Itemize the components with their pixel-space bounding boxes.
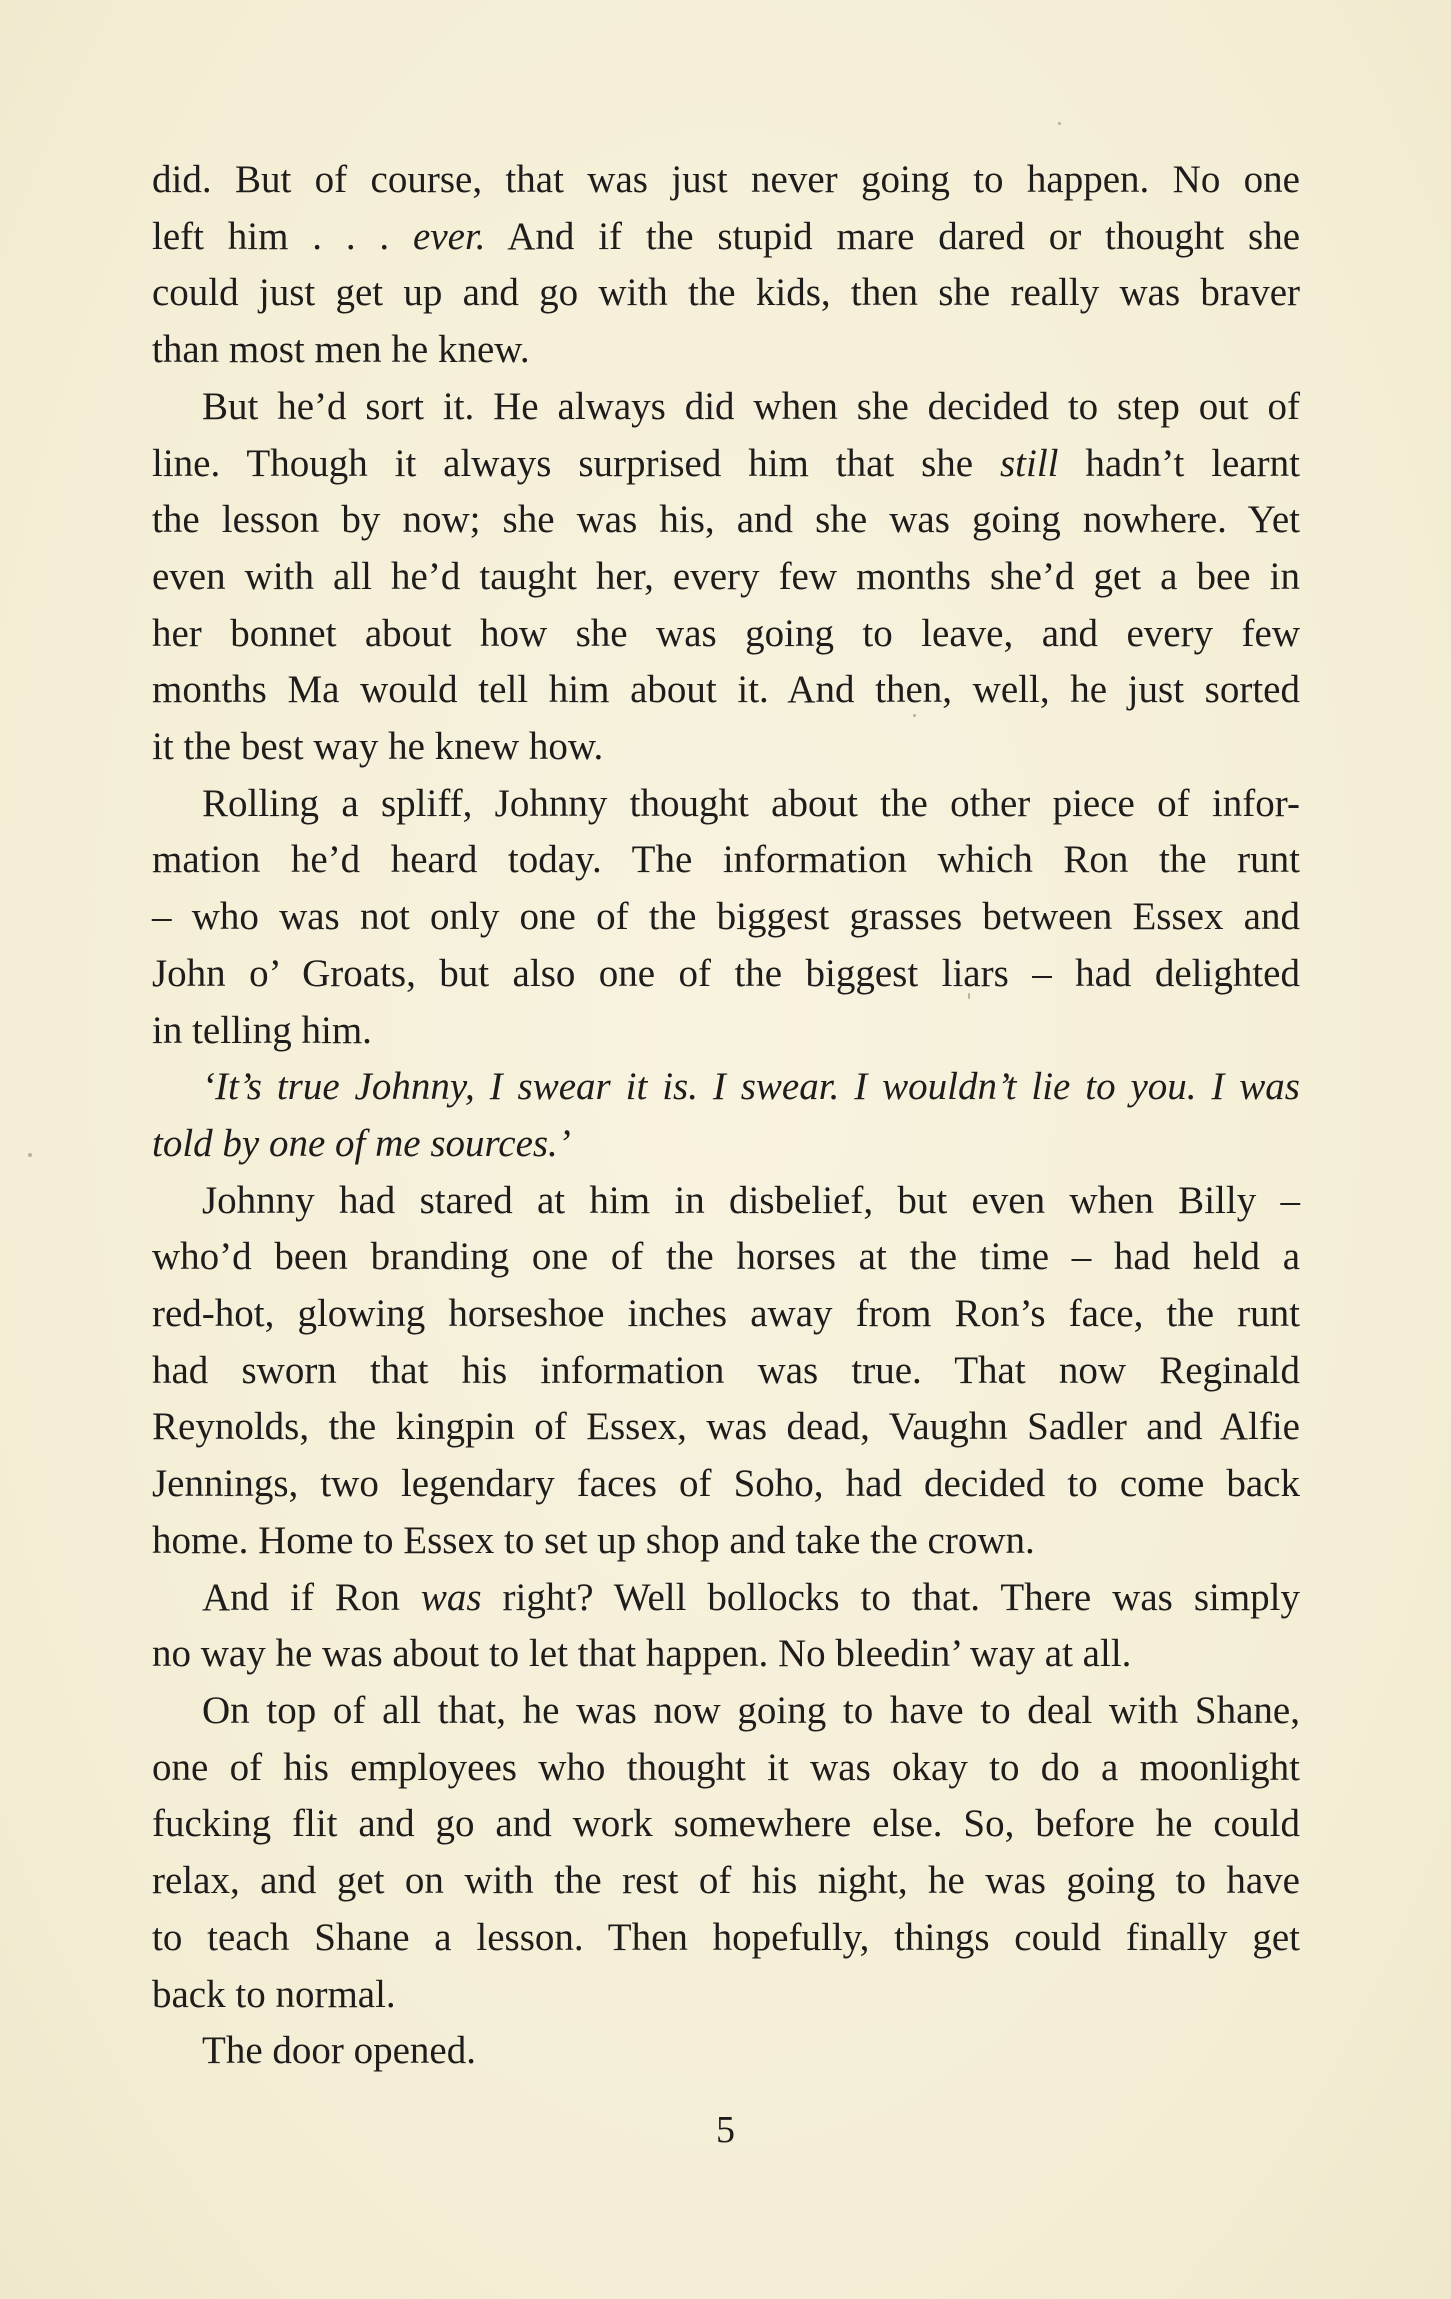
text-line <box>152 1853 1300 1910</box>
text-run: back to normal. <box>152 1972 396 2016</box>
text-run: On top of all that, he was now going to have to deal with Shane, <box>202 1688 1300 1732</box>
text-line <box>152 1343 1300 1400</box>
page-number: 5 <box>716 2109 735 2151</box>
paragraph <box>152 152 1300 379</box>
text-line <box>152 946 1300 1003</box>
text-line <box>152 1003 1300 1060</box>
text-run: line. Though it always surprised him that she <box>152 441 1000 485</box>
body-text <box>152 152 1300 2080</box>
text-run: relax, and get on with the rest of his night, he was going to have <box>152 1859 1300 1903</box>
text-run: mation he’d heard today. The information which Ron the runt <box>152 838 1300 882</box>
text-run: The door opened. <box>202 2029 476 2073</box>
text-line <box>152 2023 1300 2080</box>
text-line <box>152 1116 1300 1173</box>
text-run: Reynolds, the kingpin of Essex, was dead, Vaughn Sadler and Alfie <box>152 1405 1300 1449</box>
text-line <box>152 889 1300 946</box>
text-run: And if Ron <box>202 1575 421 1619</box>
italic-text: ever. <box>413 214 486 258</box>
text-line <box>152 1456 1300 1513</box>
text-line <box>152 832 1300 889</box>
text-run: home. Home to Essex to set up shop and take the crown. <box>152 1518 1035 1562</box>
text-line <box>152 152 1300 209</box>
text-line <box>152 1570 1300 1627</box>
text-line <box>152 606 1300 663</box>
text-line <box>152 662 1300 719</box>
text-run: hadn’t learnt <box>1058 441 1300 485</box>
text-line <box>152 1910 1300 1967</box>
text-line <box>152 549 1300 606</box>
paper-speck <box>28 1153 32 1157</box>
text-line <box>152 1229 1300 1286</box>
italic-text: ‘It’s true Johnny, I swear it is. I swear. I wouldn’t lie to you. I was <box>202 1065 1300 1109</box>
paragraph <box>152 1173 1300 1570</box>
text-line <box>152 436 1300 493</box>
text-line <box>152 1059 1300 1116</box>
text-run: left him . . . <box>152 214 414 258</box>
paragraph <box>152 1570 1300 1683</box>
text-line <box>152 1796 1300 1853</box>
text-run: who’d been branding one of the horses at the time – had held a <box>152 1235 1300 1279</box>
text-run: the lesson by now; she was his, and she was going nowhere. Yet <box>152 498 1300 542</box>
text-run: to teach Shane a lesson. Then hopefully, things could finally get <box>152 1915 1300 1959</box>
text-run: But he’d sort it. He always did when she decided to step out of <box>202 384 1300 428</box>
text-line <box>152 1173 1300 1230</box>
text-line <box>152 379 1300 436</box>
text-run: fucking flit and go and work somewhere else. So, before he could <box>152 1802 1300 1846</box>
paragraph <box>152 379 1300 776</box>
text-line <box>152 1740 1300 1797</box>
text-run: months Ma would tell him about it. And then, well, he just sorted <box>152 668 1300 712</box>
text-line <box>152 776 1300 833</box>
text-line <box>152 1626 1300 1683</box>
text-line <box>152 1286 1300 1343</box>
text-run: – who was not only one of the biggest grasses between Essex and <box>152 895 1300 939</box>
text-run: did. But of course, that was just never going to happen. No one <box>152 158 1300 201</box>
paragraph <box>152 2023 1300 2080</box>
text-line <box>152 719 1300 776</box>
text-run: in telling him. <box>152 1008 372 1052</box>
text-run: right? Well bollocks to that. There was simply <box>481 1575 1301 1619</box>
text-line <box>152 1399 1300 1456</box>
text-run: no way he was about to let that happen. No bleedin’ way at all. <box>152 1632 1132 1676</box>
text-line <box>152 1967 1300 2024</box>
text-run: Rolling a spliff, Johnny thought about the other piece of infor- <box>202 781 1300 825</box>
paper-speck <box>1058 122 1061 125</box>
text-line <box>152 492 1300 549</box>
text-run: John o’ Groats, but also one of the biggest liars – had delighted <box>152 951 1300 995</box>
italic-text: still <box>999 441 1059 485</box>
text-run: even with all he’d taught her, every few months she’d get a bee in <box>152 554 1300 598</box>
text-line <box>152 209 1300 266</box>
text-run: had sworn that his information was true. That now Reginald <box>152 1348 1300 1392</box>
italic-text: was <box>420 1575 482 1619</box>
text-run: it the best way he knew how. <box>152 725 604 769</box>
text-run: red-hot, glowing horseshoe inches away from Ron’s face, the runt <box>152 1292 1300 1336</box>
italic-text: told by one of me sources.’ <box>152 1121 571 1165</box>
paragraph <box>152 776 1300 1060</box>
text-run: than most men he knew. <box>152 328 530 372</box>
text-run: Jennings, two legendary faces of Soho, had decided to come back <box>152 1462 1300 1506</box>
text-run: Johnny had stared at him in disbelief, but even when Billy – <box>202 1178 1300 1222</box>
text-line <box>152 1683 1300 1740</box>
text-run: could just get up and go with the kids, then she really was braver <box>152 271 1300 315</box>
paragraph <box>152 1683 1300 2023</box>
text-run: one of his employees who thought it was okay to do a moonlight <box>152 1745 1300 1789</box>
text-run: And if the stupid mare dared or thought she <box>485 214 1301 258</box>
text-line <box>152 1513 1300 1570</box>
text-line <box>152 265 1300 322</box>
text-run: her bonnet about how she was going to leave, and every few <box>152 611 1300 655</box>
paragraph <box>152 1059 1300 1172</box>
text-line <box>152 322 1300 379</box>
